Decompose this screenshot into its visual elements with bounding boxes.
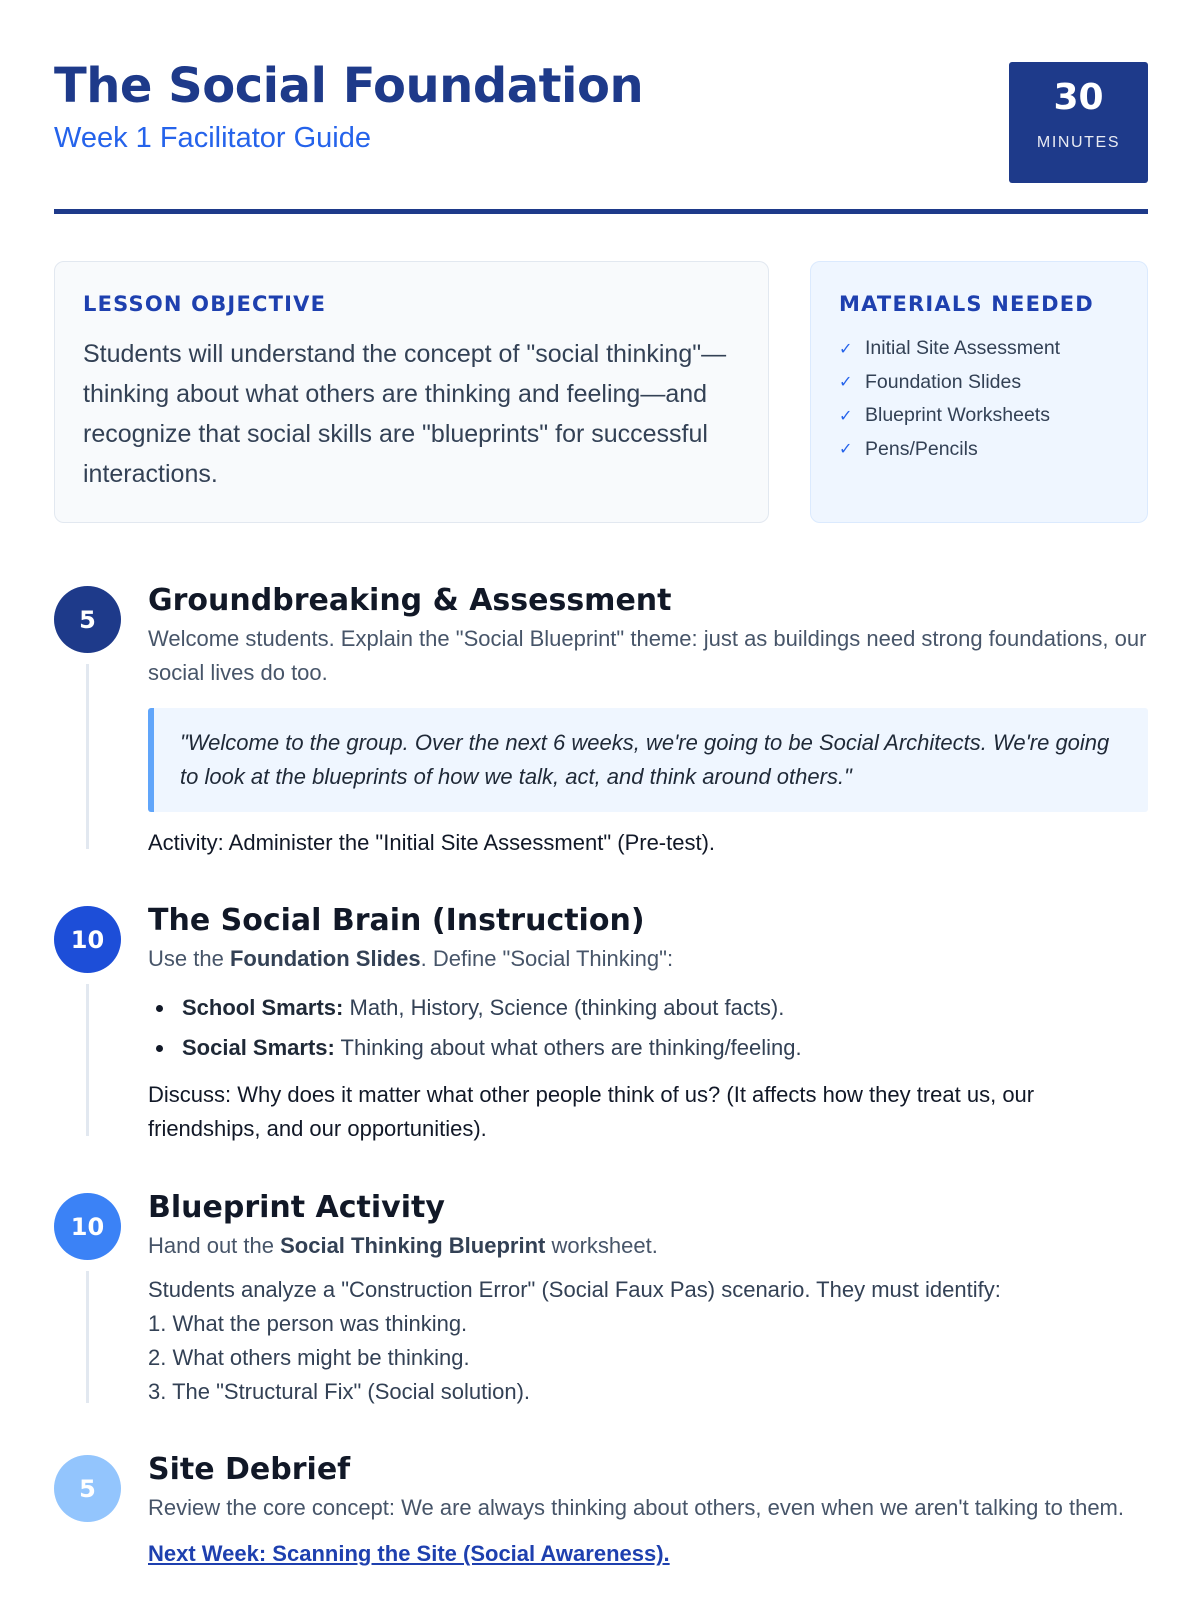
- material-item: [839, 366, 1119, 400]
- materials-heading: MATERIALS NEEDED: [839, 292, 1094, 316]
- step-title: Groundbreaking & Assessment: [148, 583, 672, 618]
- step-description-text: worksheet.: [545, 1233, 658, 1258]
- material-item: [839, 332, 1119, 366]
- instruction-line: 2. What others might be thinking.: [148, 1345, 470, 1370]
- check-icon: ✓: [839, 407, 853, 425]
- step-description-emphasis: Social Thinking Blueprint: [280, 1233, 546, 1258]
- smarts-list: [148, 988, 1148, 1068]
- step-minutes-badge: 10: [54, 1193, 121, 1260]
- facilitator-guide-page: [54, 54, 1148, 1566]
- materials-card: [810, 261, 1148, 523]
- step-description: Welcome students. Explain the "Social Blueprint" theme: just as buildings need strong foundations, our social lives do too.: [148, 626, 1147, 685]
- timeline-step-blueprint-activity: [54, 1189, 1148, 1451]
- instruction-line: 3. The "Structural Fix" (Social solution).: [148, 1379, 531, 1404]
- lesson-timeline: [54, 582, 1148, 1600]
- material-label: Initial Site Assessment: [865, 337, 1061, 360]
- step-description-text: . Define "Social Thinking":: [420, 946, 674, 971]
- step-minutes-badge: 5: [54, 1455, 121, 1522]
- step-minutes-badge: 10: [54, 906, 121, 973]
- lesson-objective-card: [54, 261, 769, 523]
- instruction-line: Students analyze a "Construction Error" (Social Faux Pas) scenario. They must identify:: [148, 1277, 1001, 1302]
- next-week-link[interactable]: Next Week: Scanning the Site (Social Awareness).: [148, 1541, 670, 1566]
- instruction-line: 1. What the person was thinking.: [148, 1311, 468, 1336]
- list-item-label: Social Smarts:: [182, 1035, 335, 1060]
- list-item-text: Math, History, Science (thinking about facts).: [343, 995, 785, 1020]
- step-description: Review the core concept: We are always thinking about others, even when we aren't talking to them.: [148, 1495, 1124, 1520]
- material-item: [839, 399, 1119, 433]
- check-icon: ✓: [839, 374, 853, 392]
- step-title: The Social Brain (Instruction): [148, 903, 645, 938]
- check-icon: ✓: [839, 340, 853, 358]
- discussion-prompt: Discuss: Why does it matter what other people think of us? (It affects how they treat us, our friendships, and our opportunities).: [148, 1082, 1035, 1141]
- step-description-emphasis: Foundation Slides: [229, 946, 421, 971]
- step-description-text: Hand out the: [148, 1233, 281, 1258]
- material-label: Blueprint Worksheets: [865, 404, 1050, 427]
- step-description: [148, 1229, 1148, 1263]
- step-title: Blueprint Activity: [148, 1190, 445, 1225]
- material-item: [839, 433, 1119, 467]
- check-icon: ✓: [839, 441, 853, 459]
- material-label: Foundation Slides: [865, 370, 1022, 393]
- page-subtitle: Week 1 Facilitator Guide: [54, 122, 371, 154]
- materials-list: [839, 332, 1119, 466]
- step-title: Site Debrief: [148, 1452, 351, 1487]
- list-item: [148, 988, 1148, 1028]
- timeline-connector: [86, 984, 89, 1136]
- lesson-objective-heading: LESSON OBJECTIVE: [83, 292, 327, 316]
- list-item: [148, 1028, 1148, 1068]
- info-cards: [54, 261, 1148, 523]
- page-title: The Social Foundation: [54, 58, 644, 114]
- timeline-step-social-brain: [54, 902, 1148, 1189]
- facilitator-script-quote: "Welcome to the group. Over the next 6 weeks, we're going to be Social Architects. We're going to look at the blueprints of how we talk, act, and think around others.": [148, 708, 1148, 812]
- lesson-objective-text: Students will understand the concept of "social thinking"—thinking about what others are thinking and feeling—and recognize that social skills are "blueprints" for successful interactions.: [83, 340, 727, 488]
- activity-instructions: [148, 1273, 1148, 1409]
- timeline-connector: [86, 1271, 89, 1403]
- duration-badge: [1009, 62, 1148, 183]
- step-activity: Activity: Administer the "Initial Site Assessment" (Pre-test).: [148, 830, 716, 855]
- step-description-text: Use the: [148, 946, 230, 971]
- step-description: [148, 942, 1148, 976]
- material-label: Pens/Pencils: [865, 437, 978, 460]
- duration-label: MINUTES: [1036, 134, 1121, 151]
- step-minutes-badge: 5: [54, 586, 121, 653]
- guide-header: [54, 58, 1148, 214]
- list-item-text: Thinking about what others are thinking/feeling.: [334, 1035, 802, 1060]
- list-item-label: School Smarts:: [182, 995, 344, 1020]
- duration-value: 30: [1053, 77, 1104, 118]
- timeline-step-groundbreaking: [54, 582, 1148, 902]
- timeline-connector: [86, 664, 89, 849]
- timeline-step-site-debrief: [54, 1451, 1148, 1600]
